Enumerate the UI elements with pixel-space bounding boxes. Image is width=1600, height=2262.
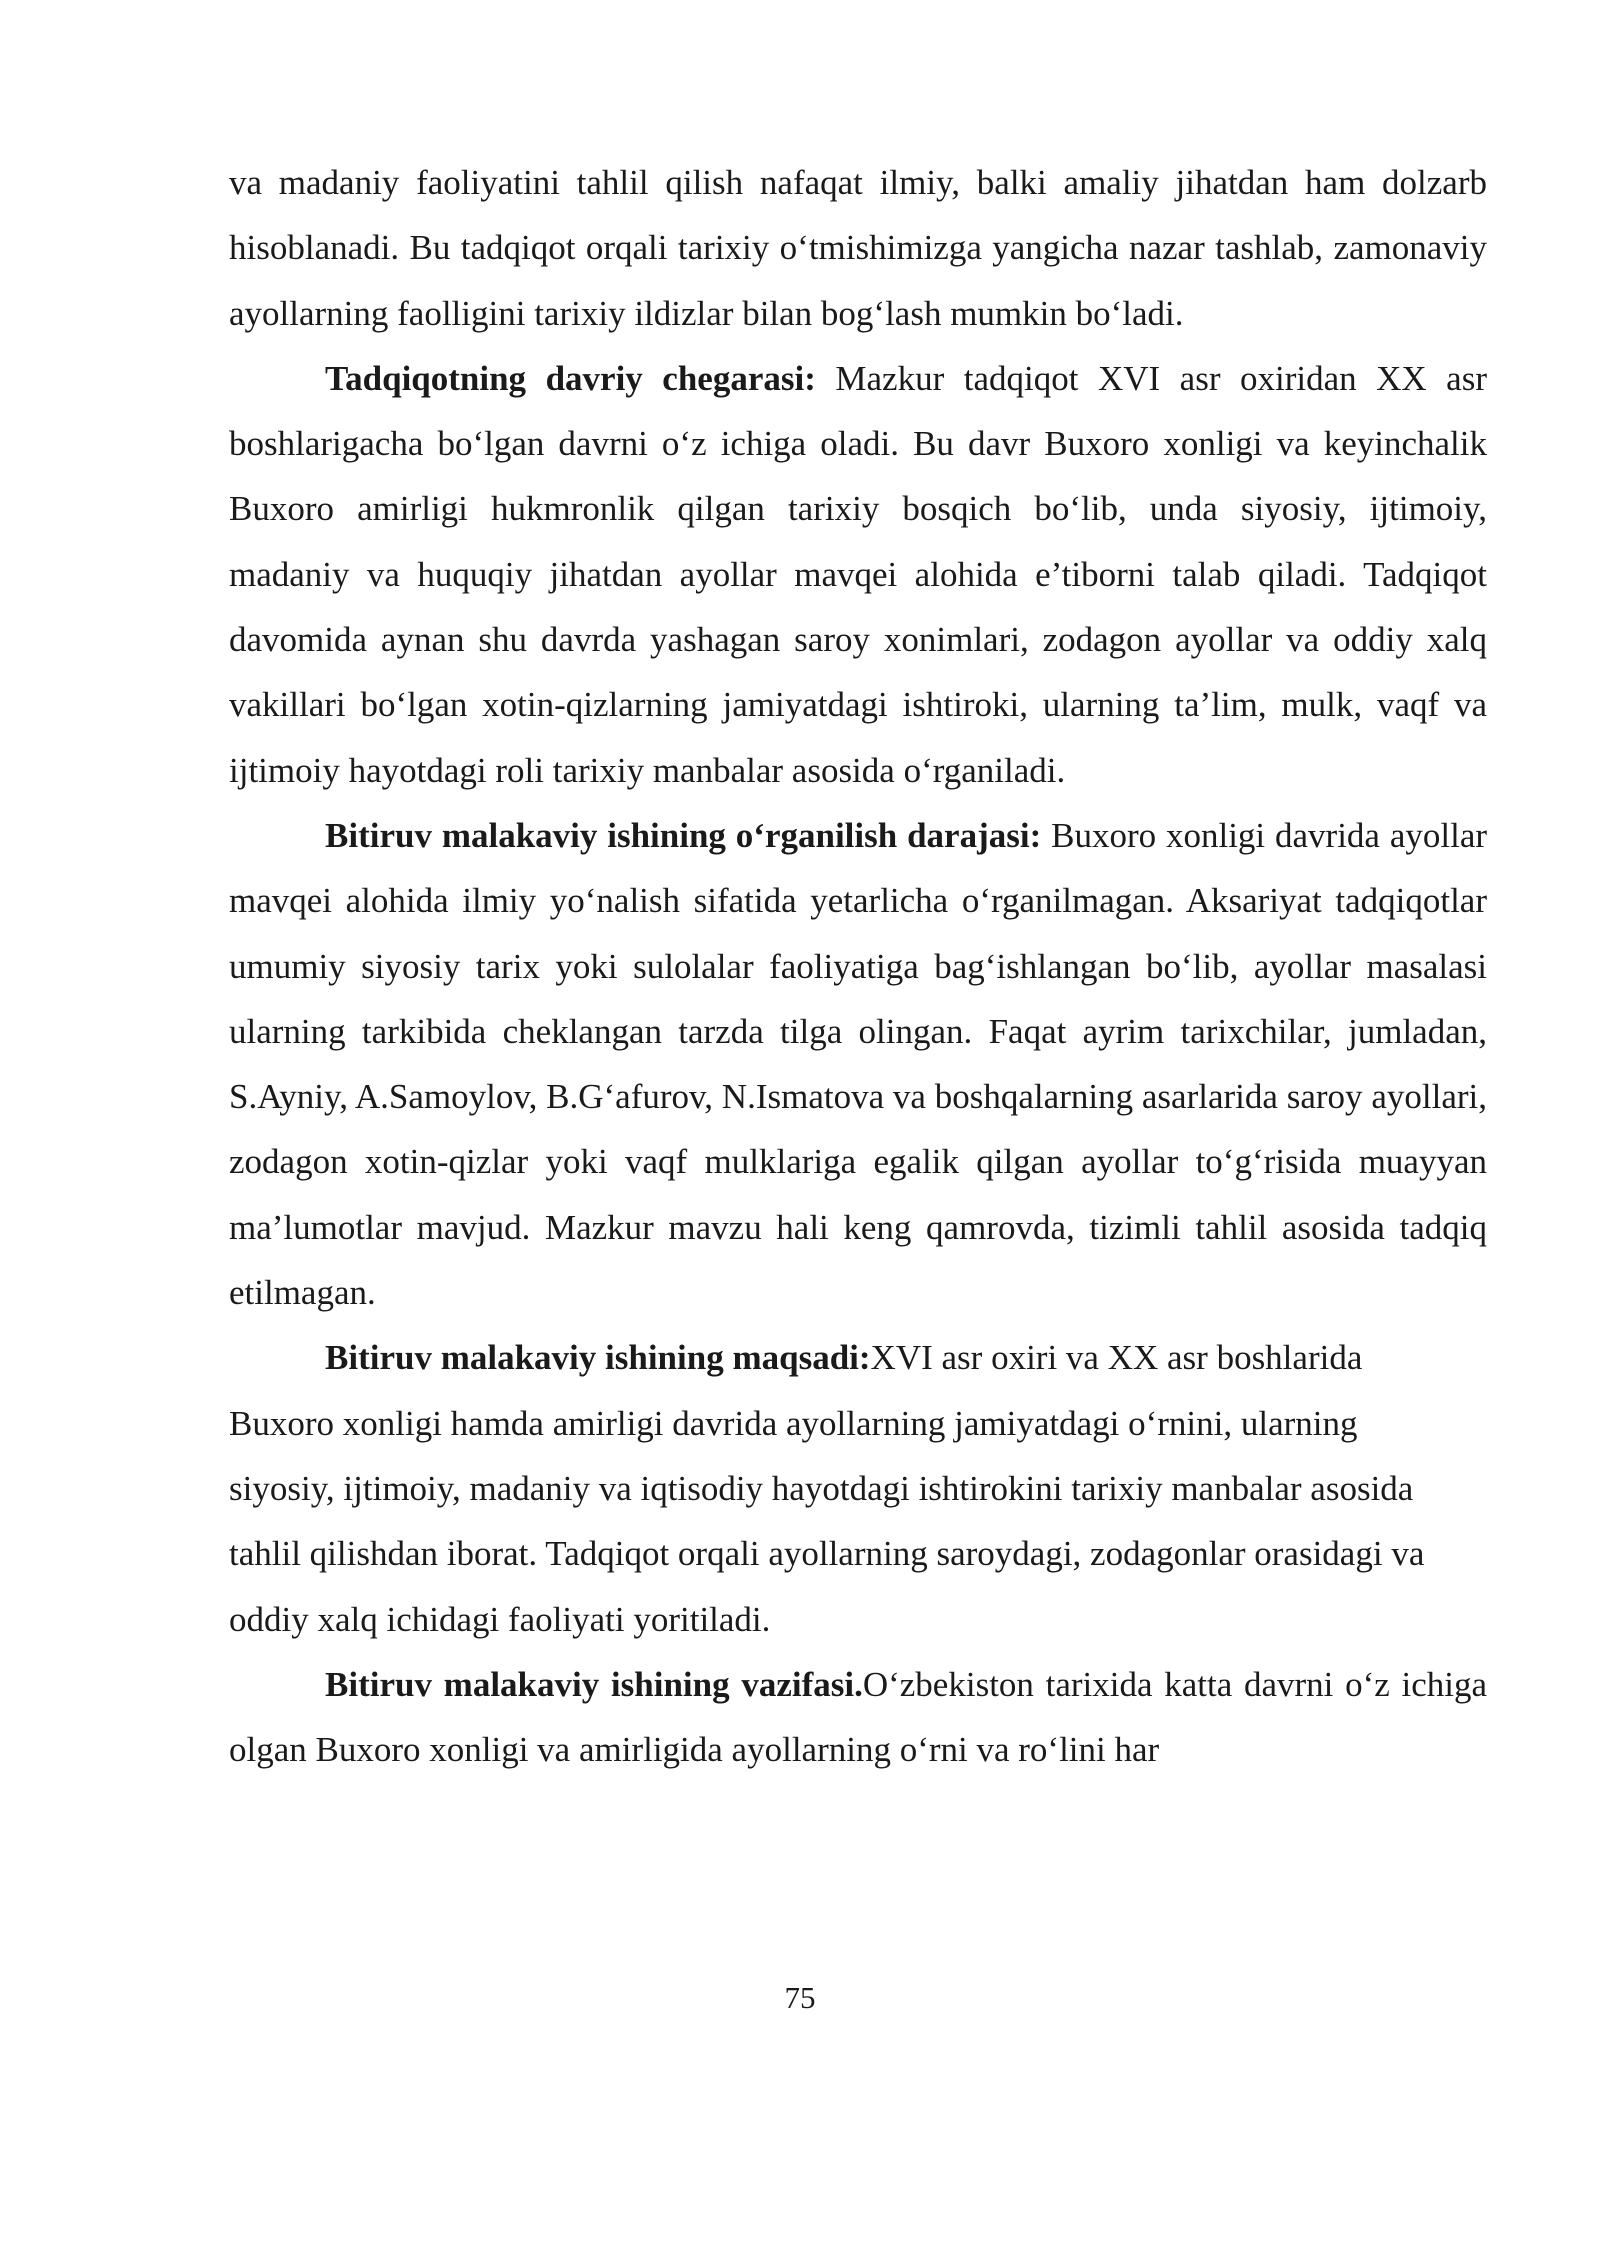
section-heading: Bitiruv malakaviy ishining vazifasi.	[325, 1664, 863, 1704]
paragraph-text: va madaniy faoliyatini tahlil qilish nafaqat ilmiy, balki amaliy jihatdan ham dolzarb hisoblanadi. Bu tadqiqot orqali tarixiy o‘tmishimizga yangicha nazar tashlab, zamonaviy ayollarning faolligini tarixiy ildizlar bilan bog‘lash mumkin bo‘ladi.	[229, 163, 1487, 333]
document-page	[229, 150, 1487, 1782]
section-heading: Tadqiqotning davriy chegarasi:	[325, 358, 816, 398]
paragraph-degree-of-study	[229, 803, 1487, 1325]
paragraph-text: Buxoro xonligi davrida ayollar mavqei alohida ilmiy yo‘nalish sifatida yetarlicha o‘rganilmagan. Aksariyat tadqiqotlar umumiy siyosiy tarix yoki sulolalar faoliyatiga bag‘ishlangan bo‘lib, ayollar masalasi ularning tarkibida cheklangan tarzda tilga olingan. Faqat ayrim tarixchilar, jumladan, S.Ayniy, A.Samoylov, B.G‘afurov, N.Ismatova va boshqalarning asarlarida saroy ayollari, zodagon xotin-qizlar yoki vaqf mulklariga egalik qilgan ayollar to‘g‘risida muayyan ma’lumotlar mavjud. Mazkur mavzu hali keng qamrovda, tizimli tahlil asosida tadqiq etilmagan.	[229, 815, 1488, 1313]
paragraph-text: XVI asr oxiri va XX asr boshlarida Buxoro xonligi hamda amirligi davrida ayollarning jamiyatdagi o‘rnini, ularning siyosiy, ijtimoiy, madaniy va iqtisodiy hayotdagi ishtirokini tarixiy manbalar asosida tahlil qilishdan iborat. Tadqiqot orqali ayollarning saroydagi, zodagonlar orasidagi va oddiy xalq ichidagi faoliyati yoritiladi.	[229, 1338, 1425, 1639]
page-number: 75	[784, 1980, 816, 2015]
paragraph-research-goal	[229, 1325, 1449, 1651]
paragraph-chronological-scope	[229, 346, 1487, 803]
section-heading: Bitiruv malakaviy ishining o‘rganilish darajasi:	[325, 815, 1042, 855]
paragraph-text: O‘zbekiston tarixida katta davrni o‘z ichiga olgan Buxoro xonligi va amirligida ayollarning o‘rni va ro‘lini har	[229, 1664, 1487, 1770]
paragraph-research-tasks	[229, 1652, 1487, 1783]
section-heading: Bitiruv malakaviy ishining maqsadi:	[325, 1338, 871, 1378]
paragraph-intro-continuation	[229, 150, 1487, 346]
paragraph-text: Mazkur tadqiqot XVI asr oxiridan XX asr boshlarigacha bo‘lgan davrni o‘z ichiga oladi. Bu davr Buxoro xonligi va keyinchalik Buxoro amirligi hukmronlik qilgan tarixiy bosqich bo‘lib, unda siyosiy, ijtimoiy, madaniy va huquqiy jihatdan ayollar mavqei alohida e’tiborni talab qiladi. Tadqiqot davomida aynan shu davrda yashagan saroy xonimlari, zodagon ayollar va oddiy xalq vakillari bo‘lgan xotin-qizlarning jamiyatdagi ishtiroki, ularning ta’lim, mulk, vaqf va ijtimoiy hayotdagi roli tarixiy manbalar asosida o‘rganiladi.	[229, 358, 1487, 790]
